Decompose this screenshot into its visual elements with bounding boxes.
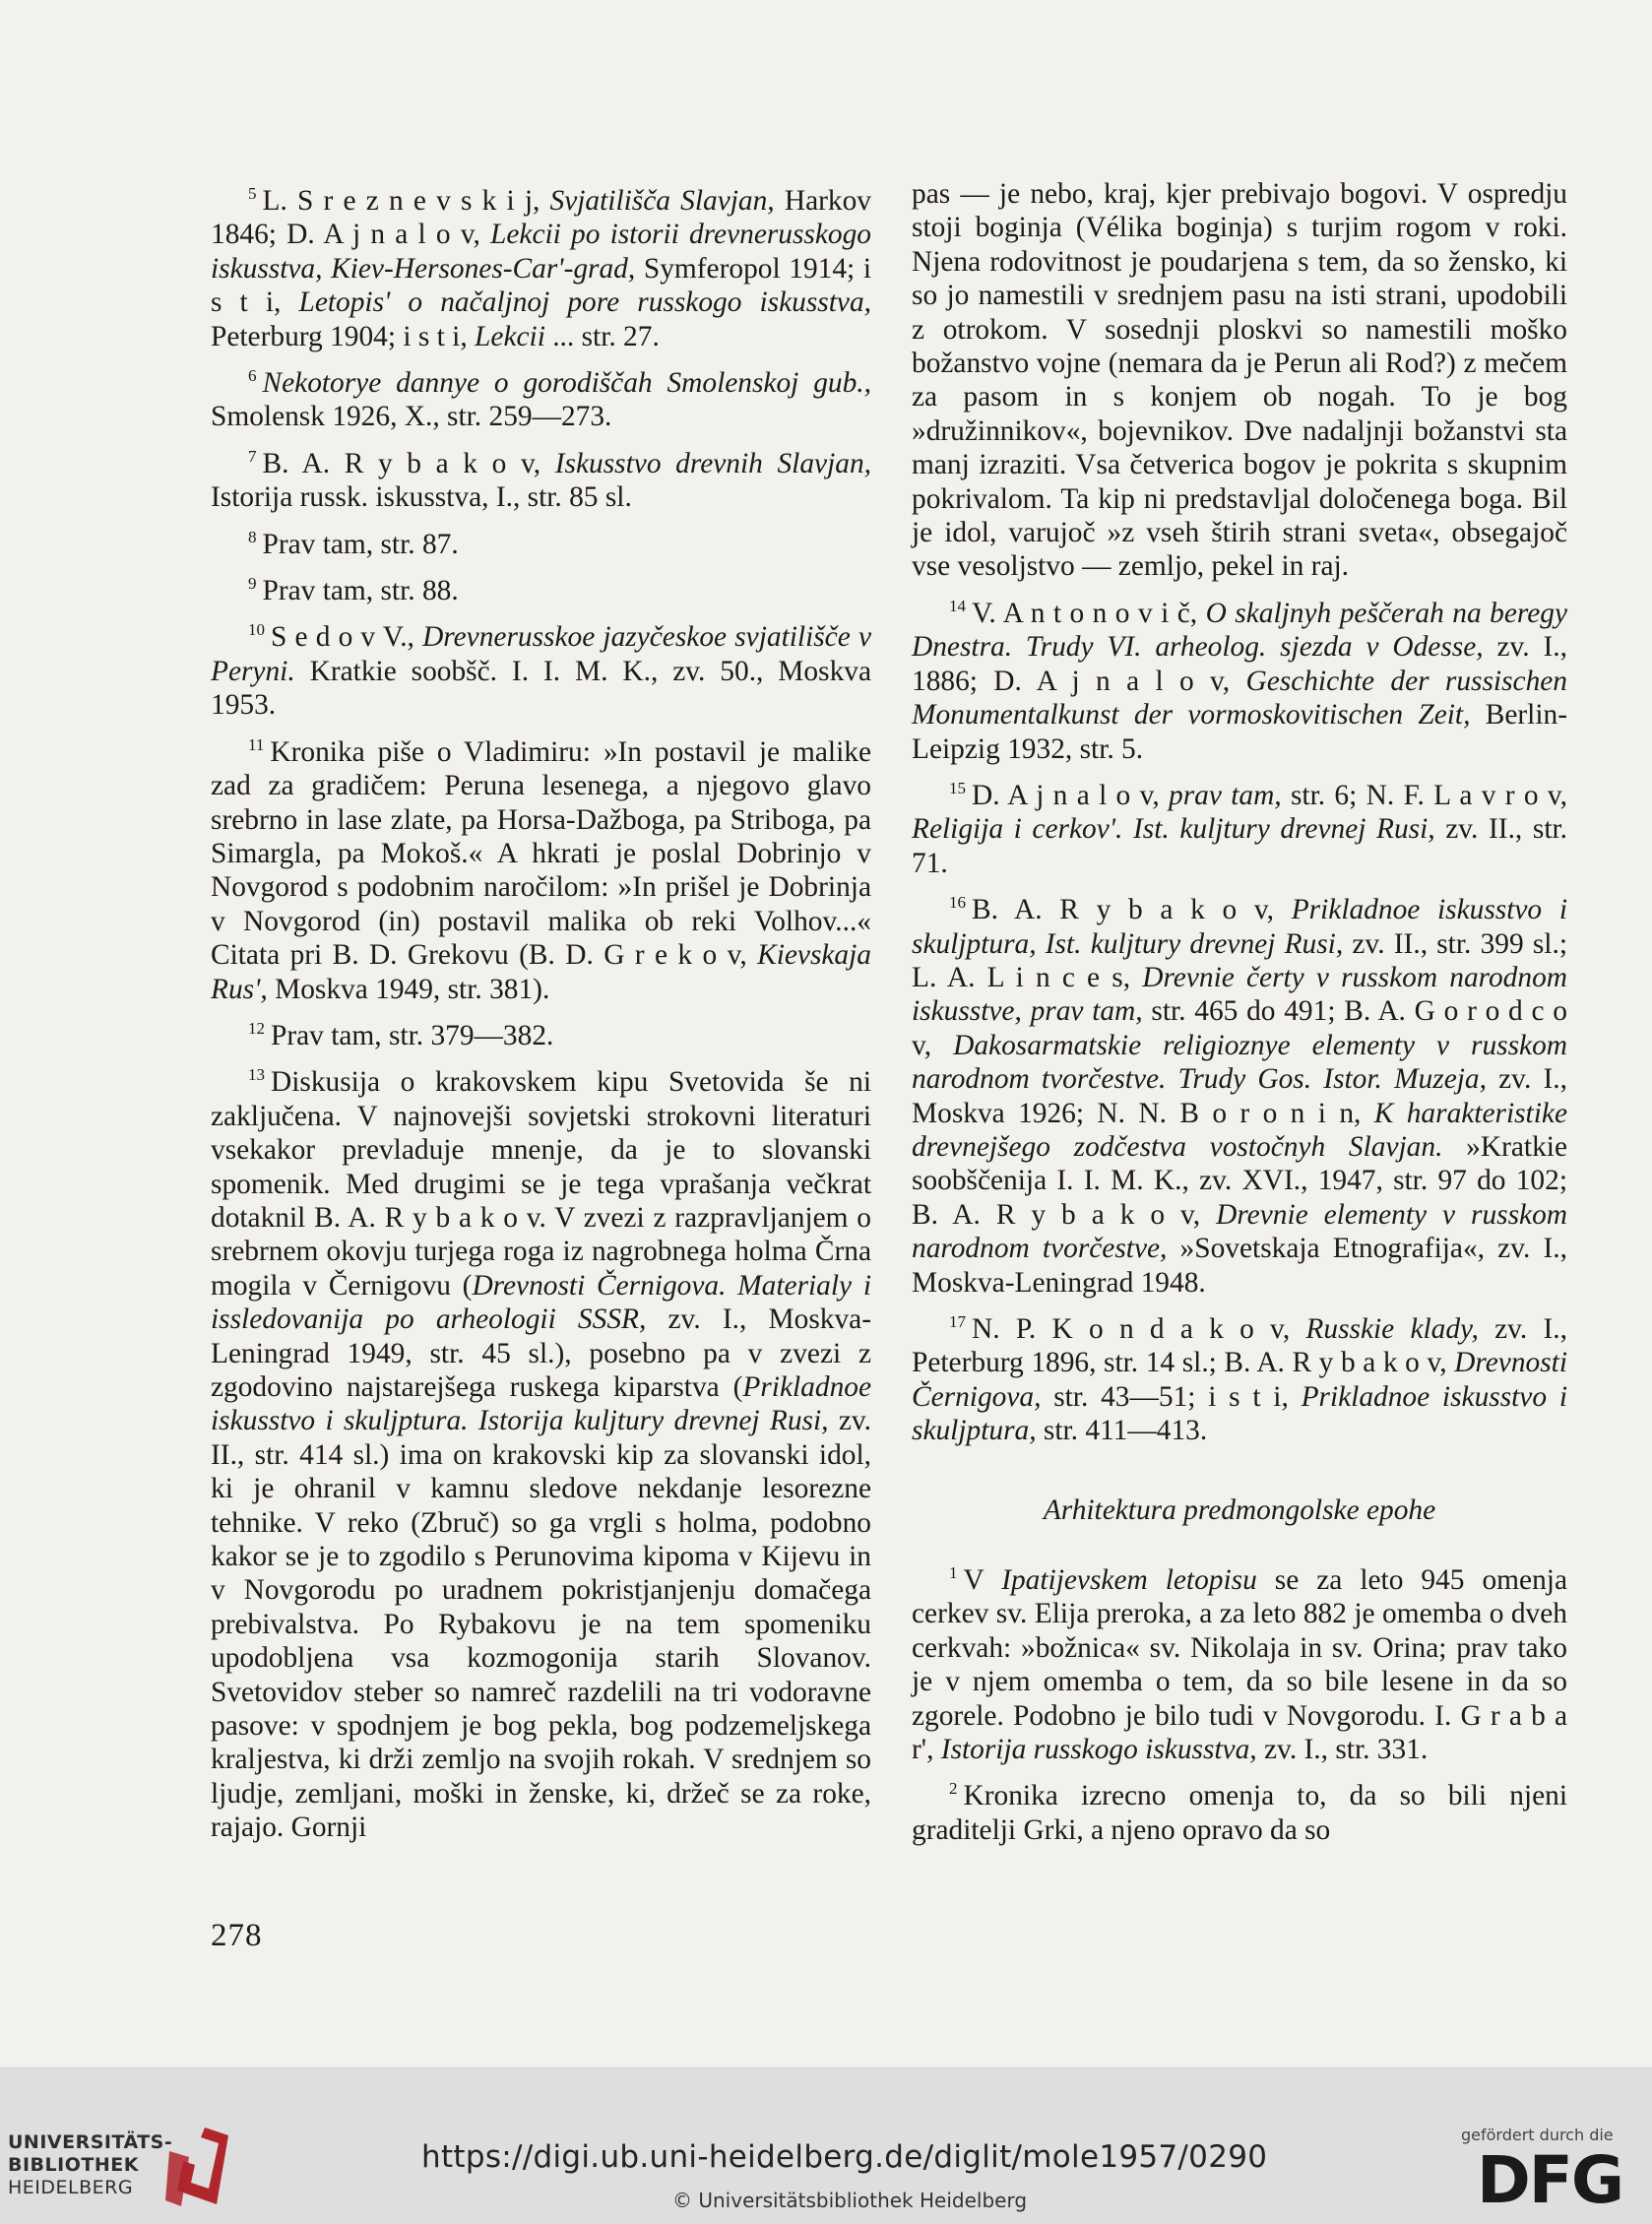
- page-number: 278: [211, 1918, 263, 1953]
- footnote: [211, 613, 871, 722]
- dfg-logo[interactable]: DFG: [1477, 2142, 1623, 2218]
- footnote-text: Nekotorye dannye o gorodiščah Smolenskoj gub., Smolensk 1926, X., str. 259—273.: [211, 367, 871, 433]
- permalink-url[interactable]: https://digi.ub.uni-heidelberg.de/diglit/mole1957/0290: [421, 2139, 1268, 2175]
- footnote: [912, 177, 1567, 584]
- footnote-number: 2: [949, 1779, 958, 1799]
- footnote: [211, 521, 871, 561]
- footnote-text: S e d o v V., Drevnerusskoe jazyčeskoe svjatilišče v Peryni. Kratkie soobšč. I. I. M. K., zv. 50., Moskva 1953.: [211, 621, 871, 722]
- logo-line-1: UNIVERSITÄTS-: [8, 2131, 173, 2153]
- footnote-text: B. A. R y b a k o v, Iskusstvo drevnih Slavjan, Istorija russk. iskusstva, I., str. 85 sl.: [211, 447, 871, 514]
- footnote-text: N. P. K o n d a k o v, Russkie klady, zv. I., Peterburg 1896, str. 14 sl.; B. A. R y b a k o v, Drevnosti Černigova, str. 43—51; i s t i, Prikladnoe iskusstvo i skuljptura, str. 411—413.: [912, 1313, 1567, 1447]
- footnote-number: 10: [248, 620, 265, 640]
- footnote-number: 15: [949, 778, 966, 797]
- footnote: [211, 177, 871, 353]
- footnote-number: 1: [949, 1563, 958, 1583]
- footnote: [211, 1058, 871, 1844]
- logo-line-3: HEIDELBERG: [8, 2177, 134, 2198]
- footnote-number: 9: [248, 574, 257, 594]
- footnote-text: Prav tam, str. 379—382.: [271, 1019, 554, 1051]
- footnote-number: 7: [248, 446, 257, 466]
- footnote: [912, 590, 1567, 766]
- viewer-footer: [0, 2067, 1652, 2224]
- right-notes-bottom: [912, 1557, 1567, 1847]
- footnote: [912, 1305, 1567, 1448]
- footnote-number: 11: [248, 734, 265, 754]
- copyright-text: © Universitätsbibliothek Heidelberg: [672, 2189, 1028, 2212]
- footnote-text: Diskusija o krakovskem kipu Svetovida še ni zaključena. V najnovejši sovjetski strokovni literaturi vsekakor prevladuje mnenje, da je to slovanski spomenik. Med drugimi se je tega vprašanja večkrat dotaknil B. A. R y b a k o v. V zvezi z razpravljanjem o srebrnem okovju turjega roga iz nagrobnega holma Črna mogila v Černigovu (Drevnosti Černigova. Materialy i issledovanija po arheologii SSSR, zv. I., Moskva-Leningrad 1949, str. 45 sl.), posebno pa v zvezi z zgodovino najstarejšega ruskega kiparstva (Prikladnoe iskusstvo i skuljptura. Istorija kuljtury drevnej Rusi, zv. II., str. 414 sl.) ima on krakovski kip za slovanski idol, ki je ohranil v kamnu sledove nekdanje lesorezne tehnike. V reko (Zbruč) so ga vrgli s holma, podobno kakor se je to zgodilo s Perunovima kipoma v Kijevu in v Novgorodu po uradnem pokristjanjenju domačega prebivalstva. Po Rybakovu je na tem spomeniku upodobljena vsa kozmogonija starih Slovanov. Svetovidov steber so namreč razdelili na tri vodoravne pasove: v spodnjem je bog pekla, bog podzemeljskega kraljestva, ki drži zemljo na svojih rokah. V srednjem so ljudje, zemljani, moški in ženske, ki, držeč se za roke, rajajo. Gornji: [211, 1066, 872, 1844]
- footnote: [211, 440, 871, 515]
- library-logo-icon[interactable]: [165, 2122, 234, 2212]
- footnote: [211, 729, 871, 1006]
- footnote-text: Kronika izrecno omenja to, da so bili njeni graditelji Grki, a njeno opravo da so: [912, 1780, 1567, 1846]
- left-column: [211, 177, 871, 1851]
- section-title: Arhitektura predmongolske epohe: [1043, 1493, 1436, 1526]
- footnote-number: 6: [248, 366, 257, 386]
- footnote-number: 13: [248, 1065, 265, 1085]
- right-notes-top: [912, 177, 1567, 1448]
- library-logo-text[interactable]: [8, 2131, 172, 2199]
- footnote: [912, 1557, 1567, 1766]
- footnote-text: Prav tam, str. 88.: [262, 575, 459, 607]
- footnote: [211, 1012, 871, 1052]
- footnote-number: 17: [949, 1312, 966, 1331]
- footnote-text: D. A j n a l o v, prav tam, str. 6; N. F. L a v r o v, Religija i cerkov'. Ist. kuljtury drevnej Rusi, zv. II., str. 71.: [912, 779, 1567, 879]
- logo-line-2: BIBLIOTHEK: [8, 2154, 139, 2176]
- footnote: [912, 772, 1567, 880]
- footnote: [912, 1772, 1567, 1847]
- footnote-text: B. A. R y b a k o v, Prikladnoe iskusstvo i skuljptura, Ist. kuljtury drevnej Rusi, zv. II., str. 399 sl.; L. A. L i n c e s, Drevnie čerty v russkom narodnom iskusstve, prav tam, str. 465 do 491; B. A. G o r o d c o v, Dakosarmatskie religioznye elementy v russkom narodnom tvorčestve. Trudy Gos. Istor. Muzeja, zv. I., Moskva 1926; N. N. B o r o n i n, K harakteristike drevnejšego zodčestva vostočnyh Slavjan. »Kratkie soobščenija I. I. M. K., zv. XVI., 1947, str. 97 do 102; B. A. R y b a k o v, Drevnie elementy v russkom narodnom tvorčestve, »Sovetskaja Etnografija«, zv. I., Moskva-Leningrad 1948.: [912, 894, 1568, 1299]
- footnote: [211, 359, 871, 434]
- footnote: [912, 886, 1567, 1300]
- funding-text: gefördert durch die: [1461, 2126, 1614, 2144]
- footnote-number: 16: [949, 893, 966, 913]
- footnote-text: pas — je nebo, kraj, kjer prebivajo bogovi. V ospredju stoji boginja (Vélika boginja) s turjim rogom v roki. Njena rodovitnost je poudarjena s tem, da so žensko, ki so jo namestili v srednjem pasu na isti strani, upodobili z otrokom. V sosednji ploskvi so namestili moško božanstvo vojne (nemara da je Perun ali Rod?) z mečem za pasom in s konjem ob nogah. To je bog »družinnikov«, bojevnikov. Dve nadaljnji božanstvi sta manj izraziti. Vsa četverica bogov je pokrita s skupnim pokrivalom. Ta kip ni predstavljal določenega boga. Bil je idol, varujoč »z vseh štirih strani sveta«, obsegajoč vse vesoljstvo — zemljo, pekel in raj.: [912, 178, 1567, 583]
- right-column: [912, 177, 1567, 1853]
- footnote-number: 8: [248, 527, 257, 546]
- footnote-text: Prav tam, str. 87.: [262, 528, 459, 560]
- footnote-text: L. S r e z n e v s k i j, Svjatilišča Slavjan, Harkov 1846; D. A j n a l o v, Lekcii po istorii drevnerusskogo iskusstva, Kiev-Hersones-Car'-grad, Symferopol 1914; i s t i, Letopis' o načaljnoj pore russkogo iskusstva, Peterburg 1904; i s t i, Lekcii ... str. 27.: [211, 185, 871, 352]
- footnote: [211, 567, 871, 607]
- footnote-text: V Ipatijevskem letopisu se za leto 945 omenja cerkev sv. Elija preroka, a za leto 882 je omemba o dveh cerkvah: »božnica« sv. Nikolaja in sv. Orina; prav tako je v njem omemba o tem, da so bile lesene in da so zgorele. Podobno je bilo tudi v Novgorodu. I. G r a b a r', Istorija russkogo iskusstva, zv. I., str. 331.: [912, 1564, 1567, 1766]
- footnote-text: Kronika piše o Vladimiru: »In postavil je malike zad za gradičem: Peruna lesenega, a njegovo glavo srebrno in lase zlate, pa Horsa-Dažboga, pa Striboga, pa Simargla, pa Mokoš.« A hkrati je poslal Dobrinjo v Novgorod s podobnim naročilom: »In prišel je Dobrinja v Novgorod (in) postavil malika ob reki Volhov...« Citata pri B. D. Grekovu (B. D. G r e k o v, Kievskaja Rus', Moskva 1949, str. 381).: [211, 735, 871, 1005]
- footnote-number: 5: [248, 184, 257, 203]
- footnote-number: 12: [248, 1018, 265, 1038]
- footnote-text: V. A n t o n o v i č, O skaljnyh peščerah na beregy Dnestra. Trudy VI. arheolog. sjezda v Odesse, zv. I., 1886; D. A j n a l o v, Geschichte der russischen Monumentalkunst der vormoskovitischen Zeit, Berlin-Leipzig 1932, str. 5.: [912, 597, 1568, 765]
- footnote-number: 14: [949, 596, 966, 615]
